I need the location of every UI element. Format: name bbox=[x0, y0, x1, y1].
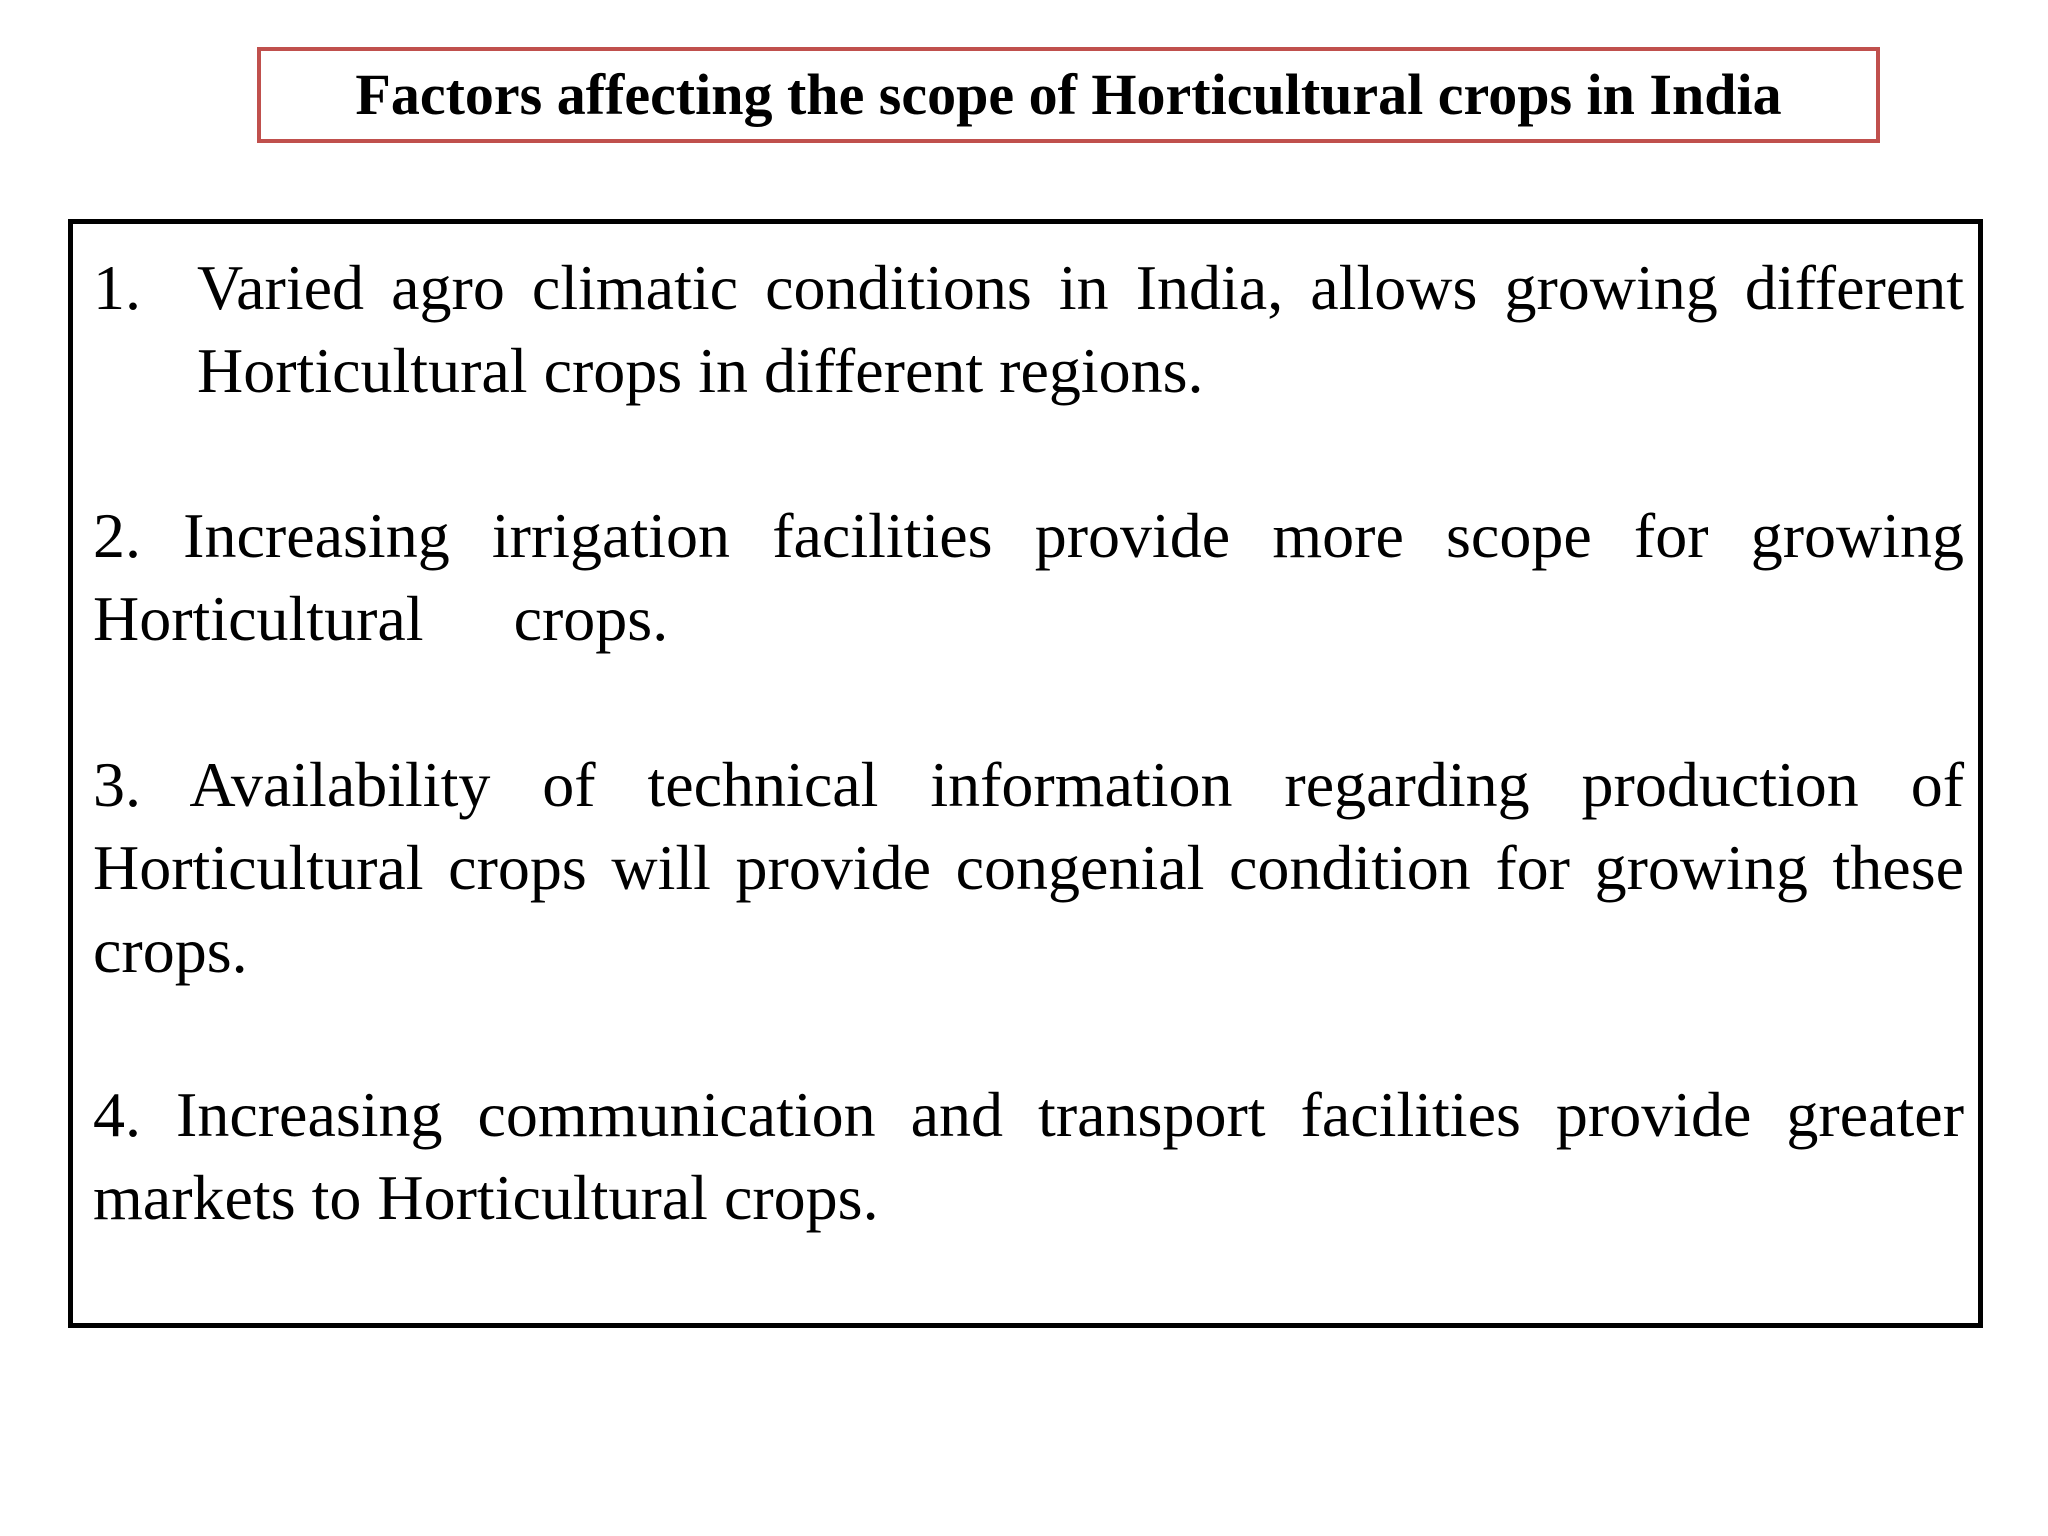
point-4-text: Increasing communication and transport facilities provide greater markets to Horticultural crops. bbox=[93, 1079, 1965, 1233]
point-3-number: 3. bbox=[93, 749, 141, 820]
point-4-number: 4. bbox=[93, 1079, 141, 1150]
title-box bbox=[257, 47, 1880, 143]
content-box bbox=[68, 219, 1983, 1328]
point-3-text: Availability of technical information regarding production of Horticultural crops will provide congenial condition for growing these crops. bbox=[93, 749, 1965, 986]
point-1 bbox=[93, 246, 1964, 412]
point-4 bbox=[93, 1073, 1964, 1239]
point-2-text-a: Increasing irrigation facilities provide more scope for growing Horticultural bbox=[93, 500, 1965, 654]
slide-title: Factors affecting the scope of Horticultural crops in India bbox=[355, 62, 1782, 127]
point-2-text-b: crops. bbox=[513, 583, 669, 654]
point-2 bbox=[93, 494, 1964, 660]
point-1-text: Varied agro climatic conditions in India, allows growing different Horticultural crops in different regions. bbox=[197, 252, 1964, 406]
point-3 bbox=[93, 743, 1964, 992]
point-1-number: 1. bbox=[93, 252, 141, 323]
point-2-number: 2. bbox=[93, 500, 141, 571]
